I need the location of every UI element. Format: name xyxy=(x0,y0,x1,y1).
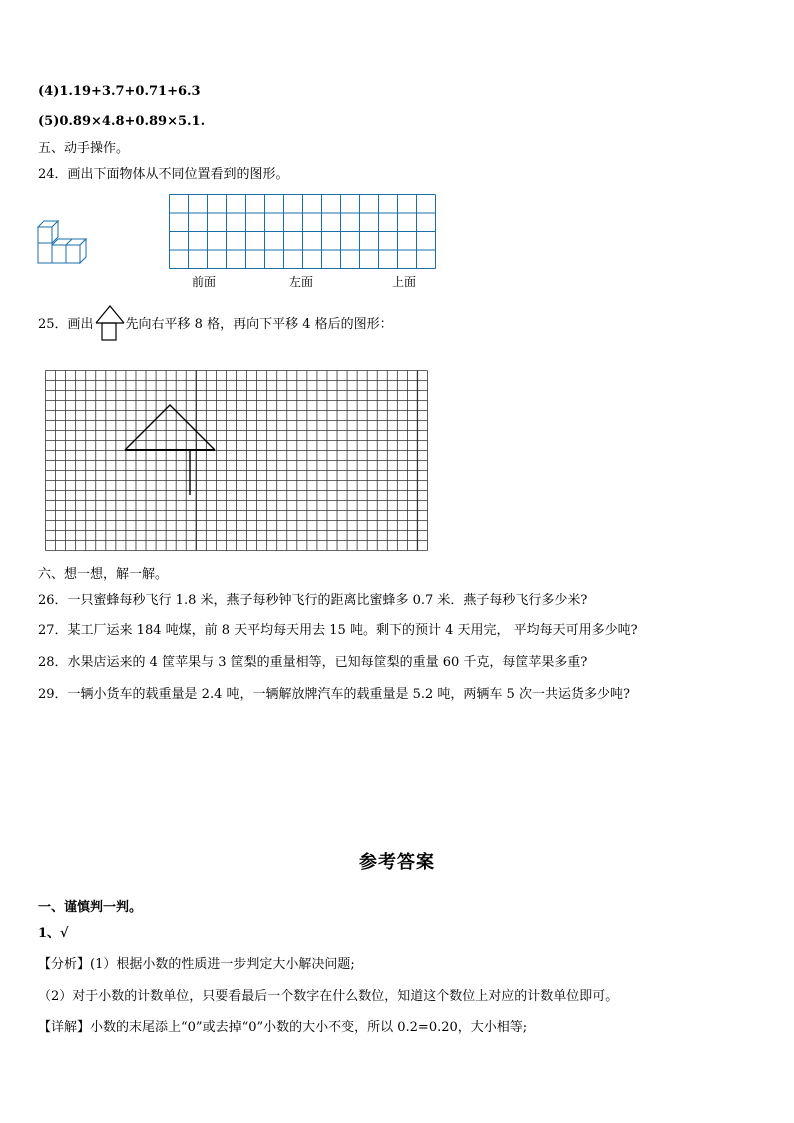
question-28: 28．水果店运来的 4 筐苹果与 3 筐梨的重量相等，已知每筐梨的重量 60 千克，每筐苹果多重? xyxy=(38,655,588,670)
question-27: 27．某工厂运来 184 吨煤，前 8 天平均每天用去 15 吨。剩下的预计 4 天用完， 平均每天可用多少吨? xyxy=(38,623,638,638)
analysis-2: （2）对于小数的计数单位，只要看最后一个数字在什么数位，知道这个数位上对应的计数单位即可。 xyxy=(38,989,619,1004)
question-29: 29．一辆小货车的载重量是 2.4 吨，一辆解放牌汽车的载重量是 5.2 吨，两辆车 5 次一共运货多少吨? xyxy=(38,687,630,702)
caption-top: 上面 xyxy=(392,275,417,289)
answer-1: 1、√ xyxy=(38,926,69,941)
question-25 xyxy=(38,317,393,333)
q24-grid[interactable] xyxy=(169,194,437,270)
section-6-heading: 六、想一想，解一解。 xyxy=(38,567,169,582)
detail: 【详解】小数的末尾添上“0”或去掉“0”小数的大小不变，所以 0.2=0.20，大小相等; xyxy=(38,1020,528,1035)
analysis-1: 【分析】(1）根据小数的性质进一步判定大小解决问题; xyxy=(38,957,355,972)
house-figure xyxy=(125,405,215,495)
caption-front: 前面 xyxy=(192,275,217,289)
question-25-start: 25．画出 xyxy=(38,317,94,332)
q25-grid[interactable] xyxy=(45,370,429,552)
answer-section-1: 一、谨慎判一判。 xyxy=(38,900,143,915)
question-25-rest: 先向右平移 8 格，再向下平移 4 格后的图形： xyxy=(125,317,393,332)
caption-left: 左面 xyxy=(289,275,314,289)
expression-4: (4)1.19+3.7+0.71+6.3 xyxy=(38,84,201,99)
cube-stack-figure xyxy=(36,215,100,267)
answer-title: 参考答案 xyxy=(359,852,435,873)
question-26: 26．一只蜜蜂每秒飞行 1.8 米，燕子每秒钟飞行的距离比蜜蜂多 0.7 米．燕子每秒飞行多少米? xyxy=(38,593,588,608)
question-24: 24．画出下面物体从不同位置看到的图形。 xyxy=(38,167,289,182)
section-5-heading: 五、动手操作。 xyxy=(38,141,130,156)
house-icon xyxy=(94,303,128,343)
expression-5: (5)0.89×4.8+0.89×5.1. xyxy=(38,114,206,129)
